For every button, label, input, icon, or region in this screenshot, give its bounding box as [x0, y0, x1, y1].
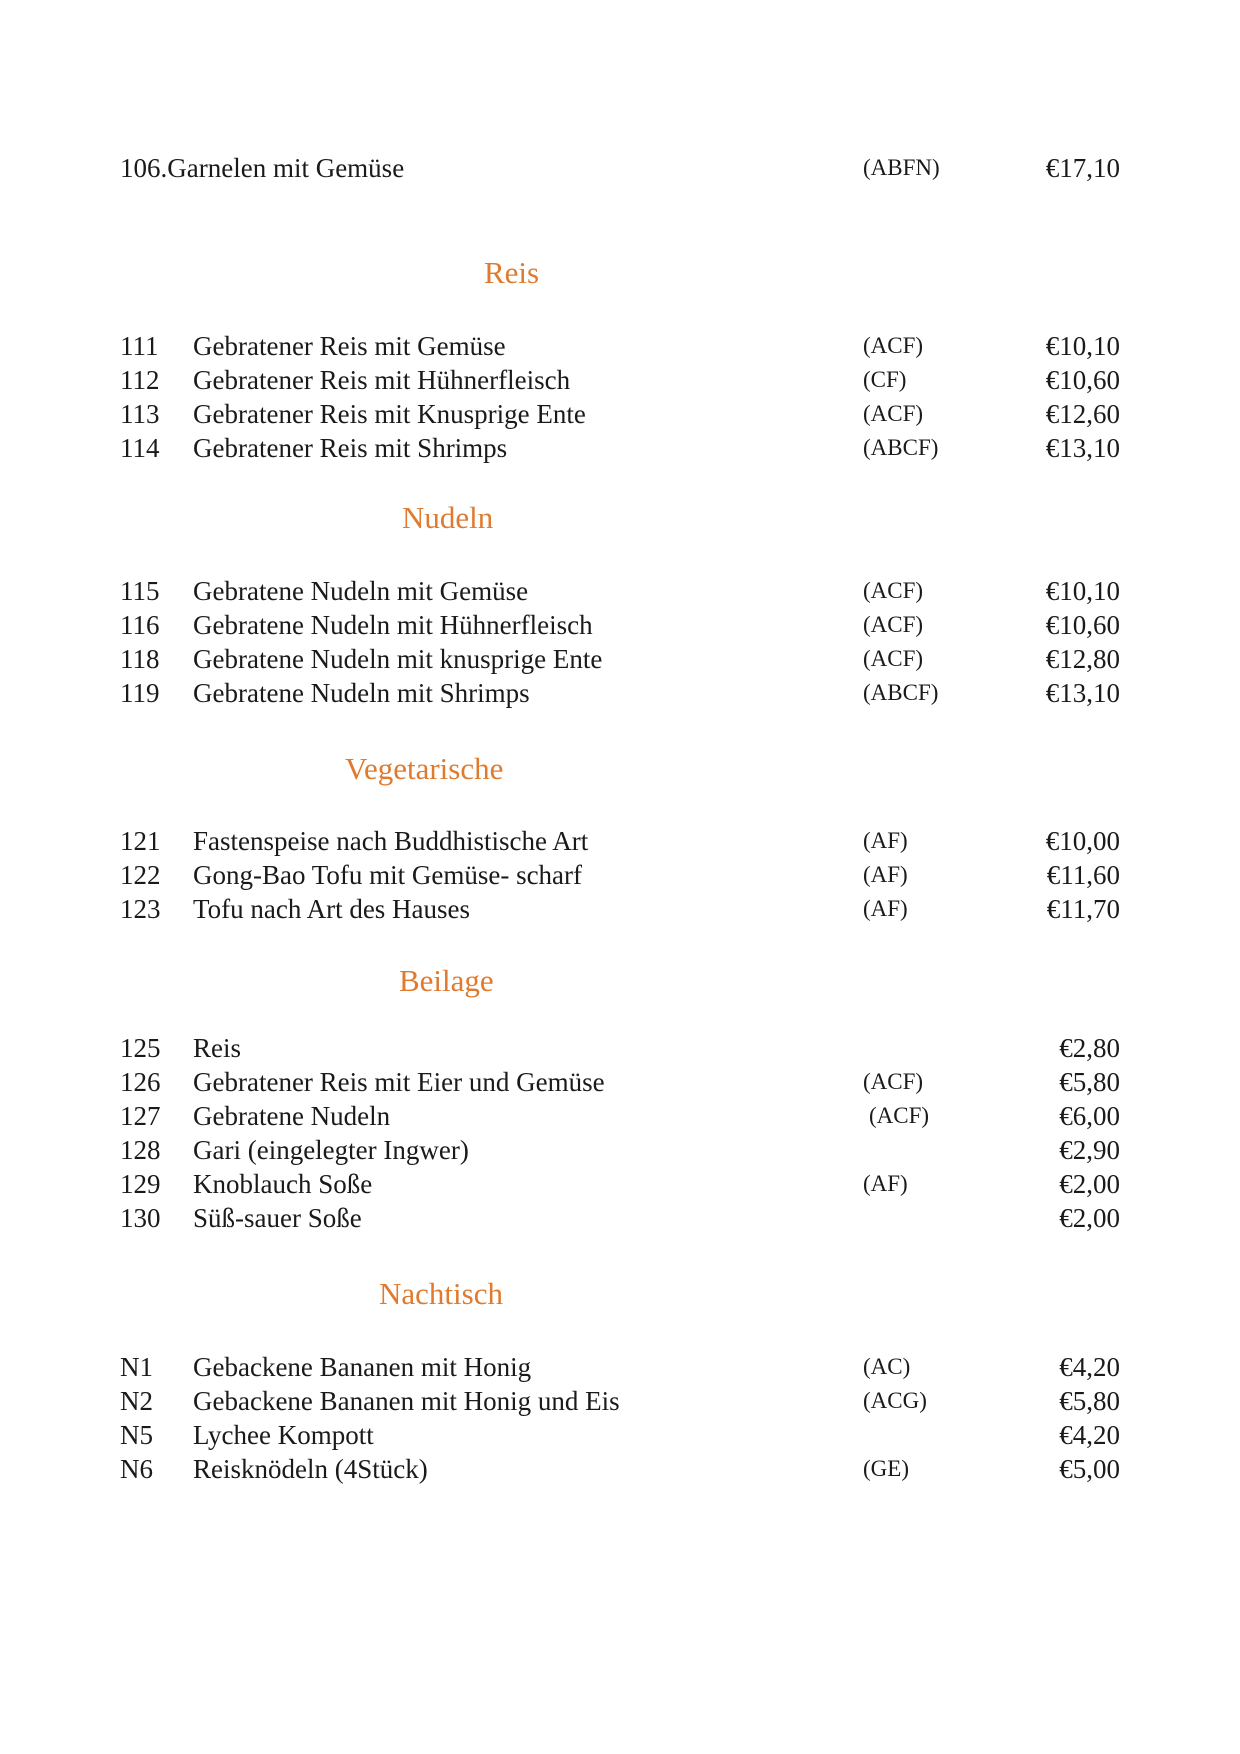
item-name: Süß-sauer Soße — [193, 1203, 362, 1233]
item-number: 116 — [120, 610, 160, 640]
item-name: Gebackene Bananen mit Honig und Eis — [193, 1386, 620, 1416]
item-number: 119 — [120, 678, 160, 708]
item-name: Gebratener Reis mit Eier und Gemüse — [193, 1067, 605, 1097]
item-number: 128 — [120, 1135, 161, 1165]
menu-item — [0, 329, 1240, 363]
item-price: €6,00 — [1059, 1101, 1120, 1131]
item-name: Gebratene Nudeln mit Hühnerfleisch — [193, 610, 593, 640]
item-price: €5,80 — [1059, 1386, 1120, 1416]
item-allergens: (ACF) — [863, 612, 924, 637]
item-number: 126 — [120, 1067, 161, 1097]
section-title-reis: Reis — [484, 255, 540, 290]
item-allergens: (ACF) — [869, 1103, 930, 1128]
item-name: Gari (eingelegter Ingwer) — [193, 1135, 469, 1165]
item-price: €12,80 — [1045, 644, 1120, 674]
menu-item-106 — [0, 151, 1240, 185]
menu-item — [0, 858, 1240, 892]
item-price: €17,10 — [1045, 153, 1120, 183]
item-number: N6 — [120, 1454, 153, 1484]
item-name: Gebratene Nudeln — [193, 1101, 391, 1131]
item-allergens: (ACG) — [863, 1388, 927, 1413]
menu-item — [0, 1167, 1240, 1201]
menu-item — [0, 892, 1240, 926]
item-allergens: (AF) — [863, 896, 908, 921]
item-price: €2,90 — [1059, 1135, 1120, 1165]
item-allergens: (ACF) — [863, 578, 924, 603]
item-price: €11,70 — [1046, 894, 1120, 924]
item-price: €13,10 — [1045, 678, 1120, 708]
menu-item — [0, 642, 1240, 676]
item-number: 114 — [120, 433, 160, 463]
item-name: Gebratener Reis mit Gemüse — [193, 331, 506, 361]
item-number: 111 — [120, 331, 159, 361]
item-number: 118 — [120, 644, 160, 674]
item-allergens: (AF) — [863, 1171, 908, 1196]
menu-item — [0, 1201, 1240, 1235]
item-price: €11,60 — [1046, 860, 1120, 890]
item-number: 122 — [120, 860, 161, 890]
item-price: €5,00 — [1059, 1454, 1120, 1484]
item-allergens: (AC) — [863, 1354, 911, 1379]
item-label: 106.Garnelen mit Gemüse — [120, 153, 405, 183]
item-price: €10,60 — [1045, 610, 1120, 640]
item-name: Gong-Bao Tofu mit Gemüse- scharf — [193, 860, 583, 890]
section-title-nudeln: Nudeln — [402, 500, 494, 535]
menu-item — [0, 1065, 1240, 1099]
item-name: Gebratene Nudeln mit Gemüse — [193, 576, 529, 606]
menu-item — [0, 1031, 1240, 1065]
item-name: Gebratener Reis mit Knusprige Ente — [193, 399, 586, 429]
item-number: 130 — [120, 1203, 161, 1233]
item-price: €4,20 — [1059, 1420, 1120, 1450]
item-allergens: (AF) — [863, 828, 908, 853]
item-number: 121 — [120, 826, 161, 856]
item-price: €10,10 — [1045, 576, 1120, 606]
menu-item — [0, 397, 1240, 431]
item-number: 115 — [120, 576, 160, 606]
item-number: N2 — [120, 1386, 153, 1416]
menu-item — [0, 1452, 1240, 1486]
item-name: Tofu nach Art des Hauses — [193, 894, 471, 924]
item-number: N1 — [120, 1352, 153, 1382]
item-name: Gebratene Nudeln mit knusprige Ente — [193, 644, 603, 674]
item-name: Lychee Kompott — [193, 1420, 374, 1450]
menu-item — [0, 1133, 1240, 1167]
item-name: Fastenspeise nach Buddhistische Art — [193, 826, 589, 856]
item-price: €4,20 — [1059, 1352, 1120, 1382]
item-name: Gebratener Reis mit Shrimps — [193, 433, 508, 463]
menu-item — [0, 431, 1240, 465]
item-allergens: (ACF) — [863, 1069, 924, 1094]
item-name: Gebratene Nudeln mit Shrimps — [193, 678, 530, 708]
item-allergens: (GE) — [863, 1456, 909, 1481]
menu-item — [0, 676, 1240, 710]
item-number: 125 — [120, 1033, 161, 1063]
item-number: 113 — [120, 399, 160, 429]
menu-item — [0, 574, 1240, 608]
item-price: €10,60 — [1045, 365, 1120, 395]
item-name: Gebratener Reis mit Hühnerfleisch — [193, 365, 571, 395]
section-title-nachtisch: Nachtisch — [379, 1276, 503, 1311]
item-price: €10,00 — [1045, 826, 1120, 856]
section-title-vegetarische: Vegetarische — [345, 751, 504, 786]
item-allergens: (AF) — [863, 862, 908, 887]
item-number: 127 — [120, 1101, 161, 1131]
item-price: €12,60 — [1045, 399, 1120, 429]
item-allergens: (ACF) — [863, 646, 924, 671]
item-price: €2,00 — [1059, 1203, 1120, 1233]
item-name: Reis — [193, 1033, 242, 1063]
item-allergens: (ACF) — [863, 401, 924, 426]
menu-item — [0, 1350, 1240, 1384]
item-number: 129 — [120, 1169, 161, 1199]
item-price: €2,80 — [1059, 1033, 1120, 1063]
item-price: €10,10 — [1045, 331, 1120, 361]
menu-item — [0, 1418, 1240, 1452]
item-allergens: (ABCF) — [863, 435, 939, 460]
section-title-beilage: Beilage — [399, 963, 494, 998]
menu-item — [0, 824, 1240, 858]
menu-item — [0, 1099, 1240, 1133]
item-price: €2,00 — [1059, 1169, 1120, 1199]
item-allergens: (ABCF) — [863, 680, 939, 705]
menu-item — [0, 1384, 1240, 1418]
item-number: 112 — [120, 365, 160, 395]
item-name: Reisknödeln (4Stück) — [193, 1454, 428, 1484]
item-name: Gebackene Bananen mit Honig — [193, 1352, 532, 1382]
item-number: N5 — [120, 1420, 153, 1450]
item-price: €13,10 — [1045, 433, 1120, 463]
item-number: 123 — [120, 894, 161, 924]
item-allergens: (CF) — [863, 367, 907, 392]
menu-item — [0, 608, 1240, 642]
item-allergens: (ABFN) — [863, 155, 940, 180]
menu-item — [0, 363, 1240, 397]
item-price: €5,80 — [1059, 1067, 1120, 1097]
item-name: Knoblauch Soße — [193, 1169, 373, 1199]
item-allergens: (ACF) — [863, 333, 924, 358]
